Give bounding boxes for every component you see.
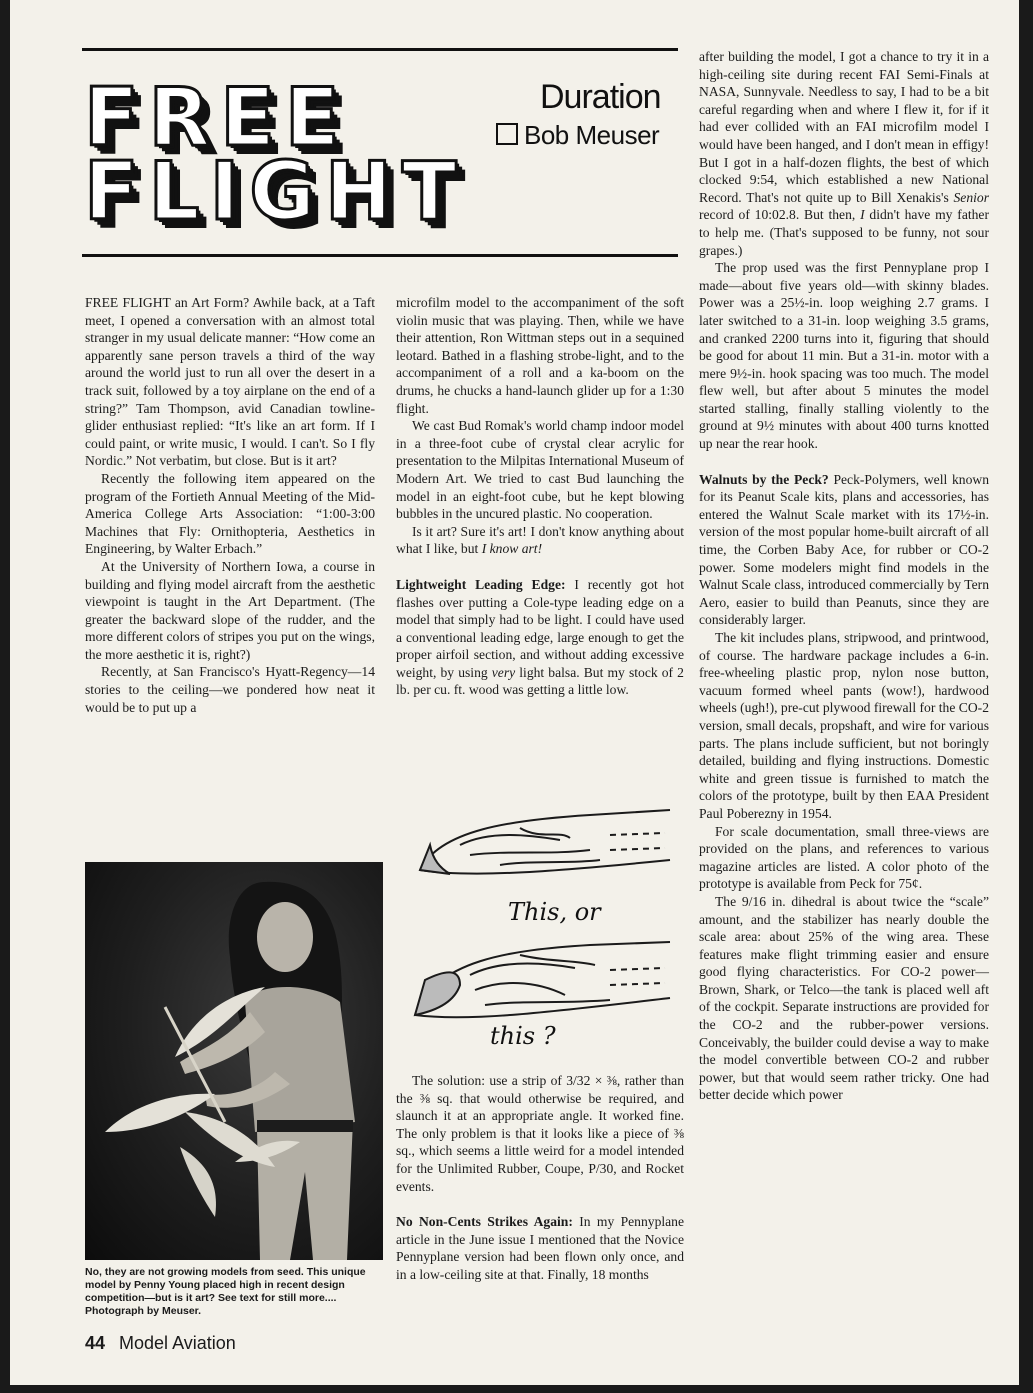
sketch-label-1: This, or — [508, 898, 601, 926]
photo-caption: No, they are not growing models from seed. This unique model by Penny Young placed high in recent design competition—but is it art? See text for still more.... Photograph by Meuser. — [85, 1266, 366, 1317]
paragraph: At the University of Northern Iowa, a course in building and flying model aircraft from the aesthetic viewpoint is taught in the Art Department. (The greater the backward slope of the rudder, and the more different colors of stripes you put on the wings, the more aesthetic it is, right?) — [85, 558, 375, 662]
subhead-strikes: No Non-Cents Strikes Again: — [396, 1214, 573, 1230]
column-1 — [85, 294, 375, 716]
title-free: FREE — [84, 71, 350, 164]
author-name: Bob Meuser — [524, 120, 660, 150]
header-rule-bottom — [82, 254, 678, 257]
magazine-page — [10, 0, 1019, 1385]
author-byline — [496, 120, 659, 151]
paragraph: Is it art? Sure it's art! I don't know anything about what I like, but I know art! — [396, 523, 684, 557]
paragraph: We cast Bud Romak's world champ indoor model in a three-foot cube of crystal clear acrylic for presentation to the Milpitas International Museum of Modern Art. We tried to cast Bud launching the model in an eight-foot cube, but he kept blowing bubbles in the uncured plastic. No cooperation. — [396, 418, 684, 522]
paragraph: The solution: use a strip of 3/32 × ⅜, rather than the ⅜ sq. that would otherwise be required, and slaunch it at an appropriate angle. It worked fine. The only problem is that it looks like a piece of ⅜ sq., which seems a little weird for a model intended for the Unlimited Rubber, Coupe, P/30, and Rocket events. — [396, 1073, 684, 1194]
department-label: Duration — [540, 78, 661, 116]
sketch-label-2: this ? — [490, 1022, 556, 1050]
photo-illustration — [85, 862, 383, 1260]
magazine-name: Model Aviation — [119, 1333, 236, 1353]
paragraph: The kit includes plans, stripwood, and printwood, of course. The hardware package includes a 6-in. free-wheeling plastic prop, nylon nose button, vacuum formed wheel pants (wow!), hardwood wheels (ugh!), pre-cut plywood firewall for the CO-2 version, small decals, propshaft, and wire for various parts. The plans include sufficient, but not boringly detailed, building and flying instructions. Domestic white and green tissue is furnished to match the colors of the prototype, built by then EAA President Paul Poberezny in 1954. — [699, 630, 989, 821]
subhead-leading-edge: Lightweight Leading Edge: — [396, 576, 566, 592]
paragraph: Recently, at San Francisco's Hyatt-Regency—14 stories to the ceiling—we pondered how neat it would be to put up a — [85, 664, 375, 715]
column-2-continued — [396, 1072, 684, 1284]
subhead-walnuts: Walnuts by the Peck? — [699, 471, 829, 487]
photo-penny-young — [85, 862, 383, 1260]
paragraph: microfilm model to the accompaniment of the soft violin music that was playing. Then, while we have their attention, Ron Wittman steps out in a sequined leotard. Bathed in a flashing strobe-light, and to the accompaniment of a roll and a ka-boom on the drums, he chucks a hand-launch glider up for a 1:30 flight. — [396, 295, 684, 416]
paragraph: The prop used was the first Pennyplane prop I made—about five years old—with skinny blades. Power was a 25½-in. loop weighing 2.7 grams. I later switched to a 31-in. loop weighing 3.5 grams, and cranked 2200 turns into it, figuring that should be good for about 11 min. But a 31-in. motor with a mere 9½-in. hook spacing was too much. The model flew well, but after about 5 minutes the model started stalling, finally stalling violently to the ground at 9½ minutes with about 400 turns knotted up near the rear hook. — [699, 260, 989, 452]
paragraph: The 9/16 in. dihedral is about twice the “scale” amount, and the stabilizer has nearly double the scale area: about 25% of the wing area. These features make flight trimming easier and ensure good flying characteristics. For CO-2 power—Brown, Shark, or Telco—the tank is placed well aft of the cockpit. Separate instructions are provided for the CO-2 and the rubber-power versions. Conceivably, the builder could devise a way to make the model convertible between CO-2 and rubber power, but that would seem rather tricky. One had better decide which power — [699, 893, 989, 1103]
paragraph: For scale documentation, small three-views are provided on the plans, and references to various magazine articles are listed. A color photo of the prototype is available from Peck for 75¢. — [699, 823, 989, 892]
paragraph: Walnuts by the Peck? Peck-Polymers, well known for its Peanut Scale kits, plans and accessories, has entered the Walnut Scale market with its 17½-in. version of the most popular home-built aircraft of all time, the Corben Baby Ace, for rubber or CO-2 power. Some modelers might find models in the Walnut Scale class, introduced commercially by Tern Aero, easier to build than Peanuts, since they are considerably larger. — [699, 471, 989, 628]
column-3 — [699, 48, 989, 1104]
column-2 — [396, 294, 684, 699]
paragraph: Recently the following item appeared on the program of the Fortieth Annual Meeting of the Mid-America College Arts Association: “1:00-3:00 Machines that Fly: Ornithopteria, Aesthetics in Engineering, by Walter Erbach.” — [85, 470, 375, 557]
paragraph: No Non-Cents Strikes Again: In my Pennyplane article in the June issue I mentioned that the Novice Pennyplane version had been flown only once, and in a low-ceiling site at that. Finally, 18 months — [396, 1214, 685, 1282]
paragraph: FREE FLIGHT an Art Form? Awhile back, at a Taft meet, I opened a conversation with an almost total stranger in my usual delicate manner: “How come an apparently sane person travels a third of the way around the world just to run all over the desert in a track suit, followed by a toy airplane on the end of a string?” Tam Thompson, avid Canadian towline-glider enthusiast replied: “It's like an art form. If I could paint, or write music, I would. I can't. So I fly Nordic.” Not verbatim, but close. But is it art? — [85, 295, 375, 469]
title-flight: FLIGHT — [84, 145, 467, 238]
page-footer — [85, 1333, 236, 1354]
page-number: 44 — [85, 1333, 106, 1353]
paragraph: after building the model, I got a chance to try it in a high-ceiling site during recent FAI Semi-Finals at NASA, Sunnyvale. Needless to say, I had to be a bit careful regarding when and where I flew it, for if it had ever collided with an FAI microfilm model I would have been hanged, and I don't mean in effigy! But I got in a half-dozen flights, the best of which clocked 9:54, which established a new National Record. That's not quite up to Bill Xenakis's Senior record of 10:02.8. But then, I didn't have my father to help me. (That's supposed to be funny, not sour grapes.) — [699, 49, 989, 258]
checkbox-icon — [496, 123, 518, 145]
paragraph: Lightweight Leading Edge: I recently got hot flashes over putting a Cole-type leading edge on a model that simply had to be light. I could have used a conventional leading edge, large enough to get the proper airfoil section, and without adding excessive weight, by using very light balsa. But my stock of 2 lb. per cu. ft. wood was getting a little low. — [396, 576, 684, 698]
header-rule-top — [82, 48, 678, 51]
